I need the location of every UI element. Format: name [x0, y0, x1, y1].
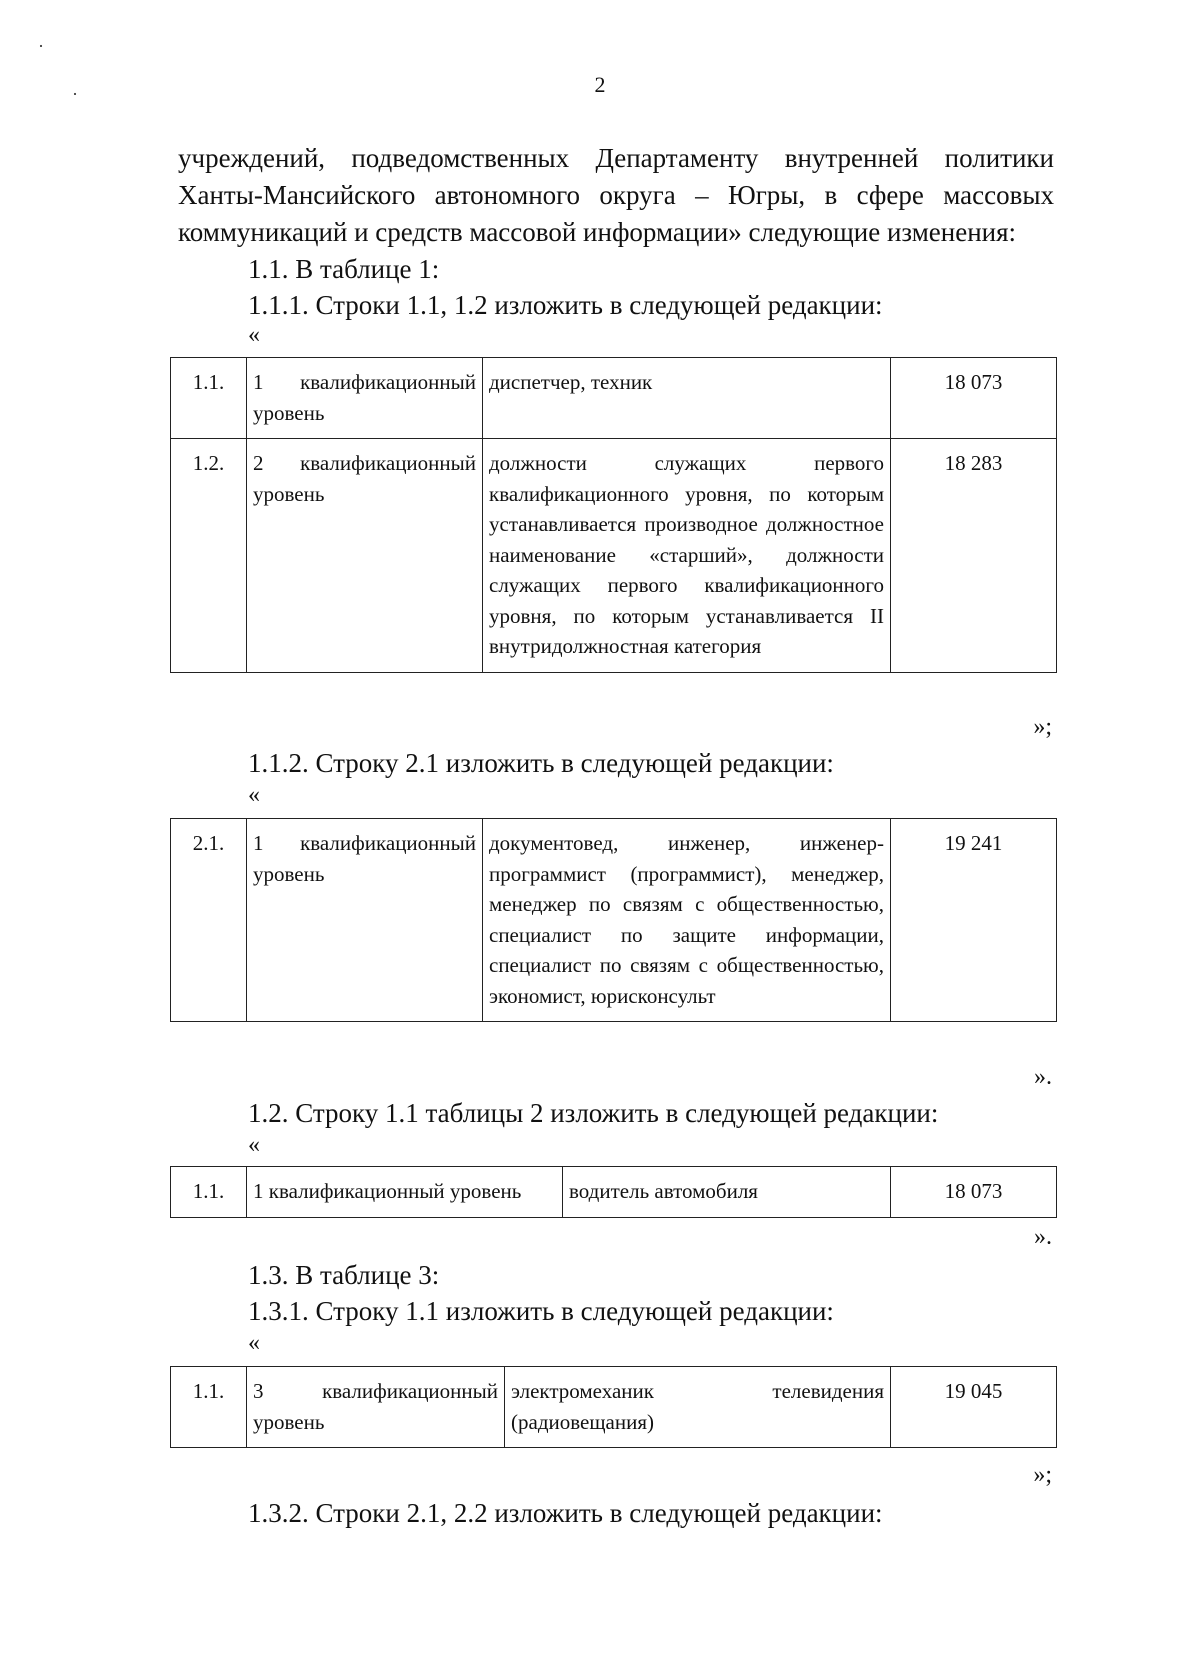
table-row [171, 819, 1057, 1022]
table-row [171, 1167, 1057, 1218]
qualification-level: 2 квалификационный уровень [247, 439, 483, 673]
qualification-level: 3 квалификационный уровень [247, 1367, 505, 1448]
quote-close: »; [1033, 1462, 1052, 1488]
section-heading-1-2: 1.2. Строку 1.1 таблицы 2 изложить в следующей редакции: [248, 1098, 939, 1128]
table-4 [170, 1366, 1057, 1448]
section-heading-1-1: 1.1. В таблице 1: [248, 254, 440, 284]
qualification-level: 1 квалификационный уровень [247, 1167, 563, 1218]
positions-text: электромеханик телевидения (радиовещания) [505, 1367, 891, 1448]
table-2 [170, 818, 1057, 1022]
section-heading-1-3-1: 1.3.1. Строку 1.1 изложить в следующей редакции: [248, 1296, 834, 1326]
qualification-level: 1 квалификационный уровень [247, 819, 483, 1022]
quote-open: « [248, 1132, 260, 1158]
salary-value: 18 283 [891, 439, 1057, 673]
quote-open: « [248, 322, 260, 348]
salary-value: 18 073 [891, 358, 1057, 439]
intro-line: коммуникаций и средств массовой информации» следующие изменения: [178, 217, 1017, 247]
positions-text: должности служащих первого квалификационного уровня, по которым устанавливается производное должностное наименование «старший», должности служащих первого квалификационного уровня, по которым устанавливается II внутридолжностная категория [483, 439, 891, 673]
positions-text: диспетчер, техник [483, 358, 891, 439]
quote-open: « [248, 782, 260, 808]
salary-value: 18 073 [891, 1167, 1057, 1218]
positions-text: документовед, инженер, инженер-программист (программист), менеджер, менеджер по связям с общественностью, специалист по защите информации, специалист по связям с общественностью, экономист, юрисконсульт [483, 819, 891, 1022]
table-row [171, 439, 1057, 673]
quote-close: ». [1034, 1064, 1052, 1090]
table-row [171, 1367, 1057, 1448]
scan-speck: · [38, 36, 44, 56]
table-3 [170, 1166, 1057, 1218]
page-number: 2 [594, 72, 606, 97]
section-heading-1-3: 1.3. В таблице 3: [248, 1260, 440, 1290]
salary-value: 19 241 [891, 819, 1057, 1022]
row-number: 1.1. [171, 1167, 247, 1218]
row-number: 1.1. [171, 1367, 247, 1448]
quote-open: « [248, 1330, 260, 1356]
positions-text: водитель автомобиля [563, 1167, 891, 1218]
intro-line: учреждений, подведомственных Департаменту внутренней политики [178, 143, 1054, 173]
section-heading-1-1-2: 1.1.2. Строку 2.1 изложить в следующей редакции: [248, 748, 834, 778]
intro-line: Ханты-Мансийского автономного округа – Югры, в сфере массовых [178, 180, 1054, 210]
section-heading-1-3-2: 1.3.2. Строки 2.1, 2.2 изложить в следующей редакции: [248, 1498, 883, 1528]
table-1 [170, 357, 1057, 673]
quote-close: »; [1033, 714, 1052, 740]
row-number: 1.1. [171, 358, 247, 439]
row-number: 1.2. [171, 439, 247, 673]
scan-speck: · [72, 84, 78, 104]
qualification-level: 1 квалификационный уровень [247, 358, 483, 439]
section-heading-1-1-1: 1.1.1. Строки 1.1, 1.2 изложить в следующей редакции: [248, 290, 883, 320]
salary-value: 19 045 [891, 1367, 1057, 1448]
row-number: 2.1. [171, 819, 247, 1022]
quote-close: ». [1034, 1224, 1052, 1250]
table-row [171, 358, 1057, 439]
